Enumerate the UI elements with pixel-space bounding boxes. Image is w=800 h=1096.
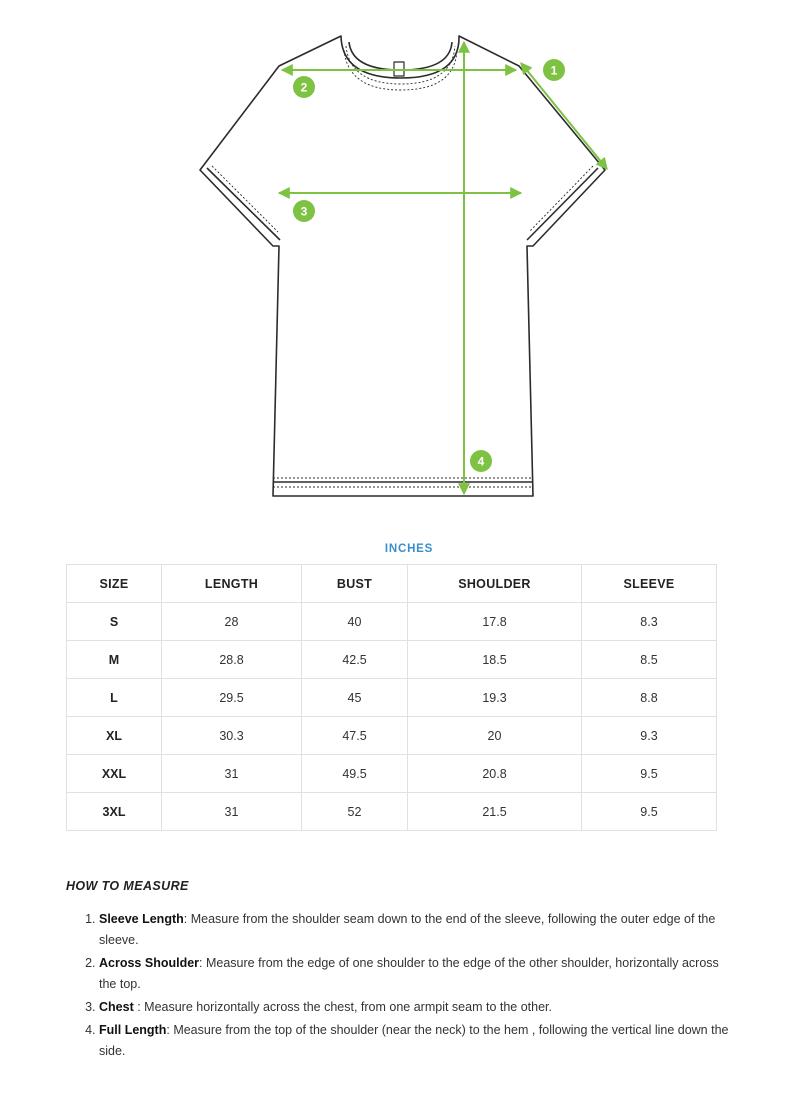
tshirt-measurement-diagram: [0, 0, 800, 520]
cell-length: 30.3: [162, 717, 302, 755]
table-row: [67, 755, 717, 793]
measure-instruction-item: [99, 1020, 739, 1062]
column-header-sleeve: SLEEVE: [582, 565, 717, 603]
marker-1-number: 1: [550, 63, 558, 78]
marker-2-badge: [293, 76, 315, 98]
measure-term: Across Shoulder: [99, 956, 200, 970]
cell-size: 3XL: [67, 793, 162, 831]
cell-bust: 47.5: [302, 717, 408, 755]
measure-description: Measure from the edge of one shoulder to the edge of the other shoulder, horizontally across the top.: [99, 956, 719, 991]
measure-instruction-item: [99, 909, 739, 951]
cell-size: M: [67, 641, 162, 679]
cell-length: 31: [162, 793, 302, 831]
cell-bust: 40: [302, 603, 408, 641]
measure-term: Sleeve Length: [99, 912, 184, 926]
measure-instruction-item: [99, 953, 739, 995]
cell-shoulder: 17.8: [408, 603, 582, 641]
cell-bust: 45: [302, 679, 408, 717]
cell-sleeve: 8.3: [582, 603, 717, 641]
cell-bust: 42.5: [302, 641, 408, 679]
table-row: [67, 717, 717, 755]
tshirt-body-shape: [200, 36, 605, 496]
measure-instruction-item: [99, 997, 739, 1018]
measure-description: Measure horizontally across the chest, from one armpit seam to the other.: [144, 1000, 552, 1014]
cell-length: 29.5: [162, 679, 302, 717]
measure-description: Measure from the top of the shoulder (near the neck) to the hem , following the vertical line down the side.: [99, 1023, 729, 1058]
tshirt-outline: [200, 36, 605, 496]
column-header-shoulder: SHOULDER: [408, 565, 582, 603]
cell-sleeve: 9.3: [582, 717, 717, 755]
cell-size: L: [67, 679, 162, 717]
cell-shoulder: 20: [408, 717, 582, 755]
table-row: [67, 793, 717, 831]
cell-length: 31: [162, 755, 302, 793]
cell-length: 28: [162, 603, 302, 641]
table-row: [67, 679, 717, 717]
measure-separator: :: [133, 1000, 145, 1014]
cell-shoulder: 18.5: [408, 641, 582, 679]
collar-inner: [349, 42, 452, 70]
marker-4-badge: [470, 450, 492, 472]
cell-size: XXL: [67, 755, 162, 793]
size-chart-table: [66, 564, 717, 831]
cell-size: XL: [67, 717, 162, 755]
cell-length: 28.8: [162, 641, 302, 679]
table-body: [67, 603, 717, 831]
marker-3-badge: [293, 200, 315, 222]
cell-sleeve: 8.8: [582, 679, 717, 717]
measure-term: Full Length: [99, 1023, 167, 1037]
cell-size: S: [67, 603, 162, 641]
units-label: INCHES: [384, 543, 434, 555]
marker-2-number: 2: [300, 80, 308, 95]
how-to-measure-heading: HOW TO MEASURE: [66, 879, 189, 893]
table-header-row: [67, 565, 717, 603]
marker-4-number: 4: [477, 454, 485, 469]
measure-separator: :: [199, 956, 206, 970]
marker-1-badge: [543, 59, 565, 81]
column-header-size: SIZE: [67, 565, 162, 603]
cell-shoulder: 20.8: [408, 755, 582, 793]
cell-sleeve: 8.5: [582, 641, 717, 679]
measure-separator: :: [166, 1023, 174, 1037]
table-row: [67, 641, 717, 679]
cell-bust: 52: [302, 793, 408, 831]
cell-bust: 49.5: [302, 755, 408, 793]
cell-sleeve: 9.5: [582, 755, 717, 793]
measure-description: Measure from the shoulder seam down to the end of the sleeve, following the outer edge of the sleeve.: [99, 912, 716, 947]
how-to-measure-list: [66, 909, 739, 1064]
table-row: [67, 603, 717, 641]
marker-3-number: 3: [300, 204, 308, 219]
measure-separator: :: [183, 912, 191, 926]
measure-term: Chest: [99, 1000, 134, 1014]
cell-shoulder: 19.3: [408, 679, 582, 717]
column-header-bust: BUST: [302, 565, 408, 603]
cell-shoulder: 21.5: [408, 793, 582, 831]
cell-sleeve: 9.5: [582, 793, 717, 831]
column-header-length: LENGTH: [162, 565, 302, 603]
